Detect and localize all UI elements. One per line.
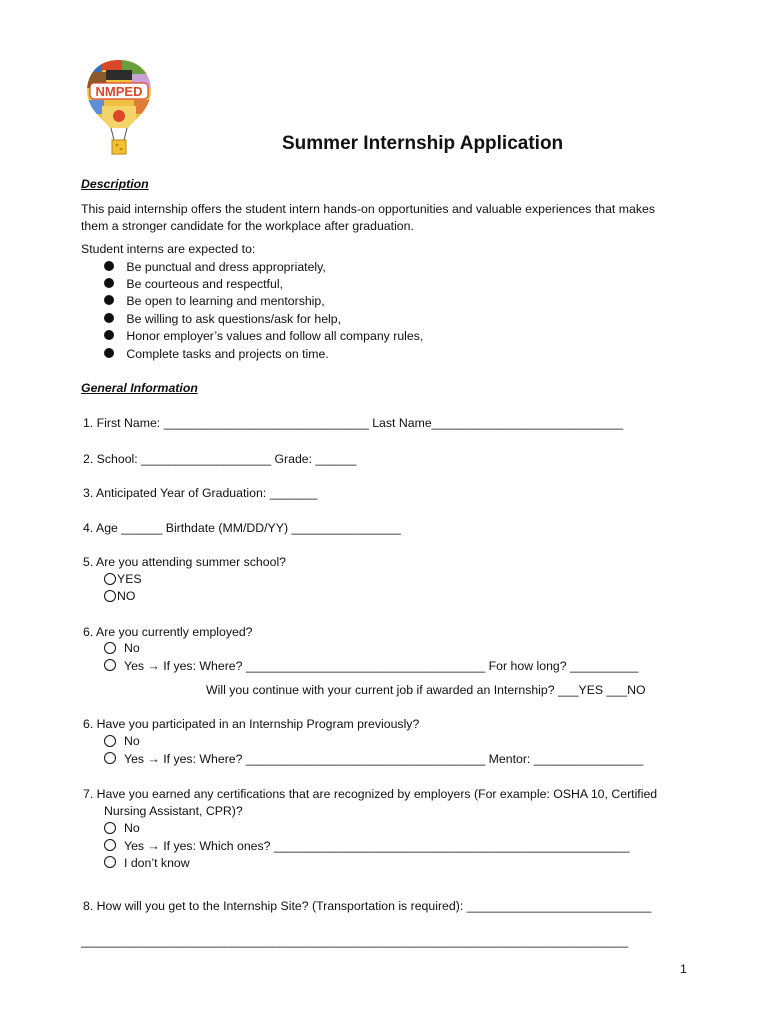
q6b-no-radio[interactable] xyxy=(104,735,116,747)
description-heading: Description xyxy=(81,177,149,191)
q7-certifications-line1: 7. Have you earned any certifications that are recognized by employers (For example: OSHA 10, Certified xyxy=(83,787,658,801)
description-para-line2: them a stronger candidate for the workplace after graduation. xyxy=(81,219,414,233)
q5-no-radio[interactable] xyxy=(104,590,116,602)
q2-school-grade[interactable]: 2. School: ___________________ Grade: ______ xyxy=(83,452,357,466)
bullet-item: Be courteous and respectful, xyxy=(104,277,283,291)
q5-summer-school: 5. Are you attending summer school? xyxy=(83,555,287,569)
bullet-icon xyxy=(104,313,114,323)
q6-yes-details[interactable]: Yes → If yes: Where? ___________________________________ For how long? __________ xyxy=(124,659,639,673)
description-para-line1: This paid internship offers the student intern hands-on opportunities and valuable experiences that makes xyxy=(81,202,655,216)
q6-no-label: No xyxy=(124,641,140,655)
q6b-yes-radio[interactable] xyxy=(104,752,116,764)
general-info-heading: General Information xyxy=(81,381,198,395)
logo-text: NMPED xyxy=(95,84,143,99)
q6-employed: 6. Are you currently employed? xyxy=(83,625,253,639)
q6b-yes-details[interactable]: Yes → If yes: Where? ___________________________________ Mentor: ________________ xyxy=(124,752,644,766)
q5-no-label: NO xyxy=(117,589,136,603)
q7-no-radio[interactable] xyxy=(104,822,116,834)
page-title: Summer Internship Application xyxy=(282,133,564,154)
bullet-icon xyxy=(104,348,114,358)
bullet-item: Honor employer’s values and follow all company rules, xyxy=(104,329,423,343)
bullet-icon xyxy=(104,278,114,288)
q8-answer-line[interactable]: ________________________________________________________________________________ xyxy=(81,934,629,948)
bullet-item: Be punctual and dress appropriately, xyxy=(104,260,326,274)
q6-continue-job[interactable]: Will you continue with your current job if awarded an Internship? ___YES ___NO xyxy=(206,683,646,697)
q5-yes-radio[interactable] xyxy=(104,573,116,585)
bullet-item: Complete tasks and projects on time. xyxy=(104,347,329,361)
q6-no-radio[interactable] xyxy=(104,642,116,654)
q1-name-fields[interactable]: 1. First Name: ______________________________ Last Name____________________________ xyxy=(83,416,624,430)
bullet-icon xyxy=(104,261,114,271)
q6b-internship-previously: 6. Have you participated in an Internship Program previously? xyxy=(83,717,420,731)
description-intro: Student interns are expected to: xyxy=(81,242,256,256)
bullet-item: Be open to learning and mentorship, xyxy=(104,294,325,308)
q5-yes-label: YES xyxy=(117,572,142,586)
q8-transportation[interactable]: 8. How will you get to the Internship Site? (Transportation is required): ___________________________ xyxy=(83,899,652,913)
q7-idk-radio[interactable] xyxy=(104,856,116,868)
q7-certifications-line2: Nursing Assistant, CPR)? xyxy=(104,804,243,818)
bullet-icon xyxy=(104,330,114,340)
q7-yes-radio[interactable] xyxy=(104,839,116,851)
q4-age-birthdate[interactable]: 4. Age ______ Birthdate (MM/DD/YY) ________________ xyxy=(83,521,401,535)
page-number: 1 xyxy=(680,962,687,976)
q6-yes-radio[interactable] xyxy=(104,659,116,671)
q7-idk-label: I don’t know xyxy=(124,856,190,870)
nmped-logo xyxy=(84,58,154,158)
bullet-icon xyxy=(104,295,114,305)
q6b-no-label: No xyxy=(124,734,140,748)
q7-no-label: No xyxy=(124,821,140,835)
q7-yes-details[interactable]: Yes → If yes: Which ones? ____________________________________________________ xyxy=(124,839,630,853)
q3-graduation-year[interactable]: 3. Anticipated Year of Graduation: _______ xyxy=(83,486,318,500)
bullet-item: Be willing to ask questions/ask for help, xyxy=(104,312,341,326)
